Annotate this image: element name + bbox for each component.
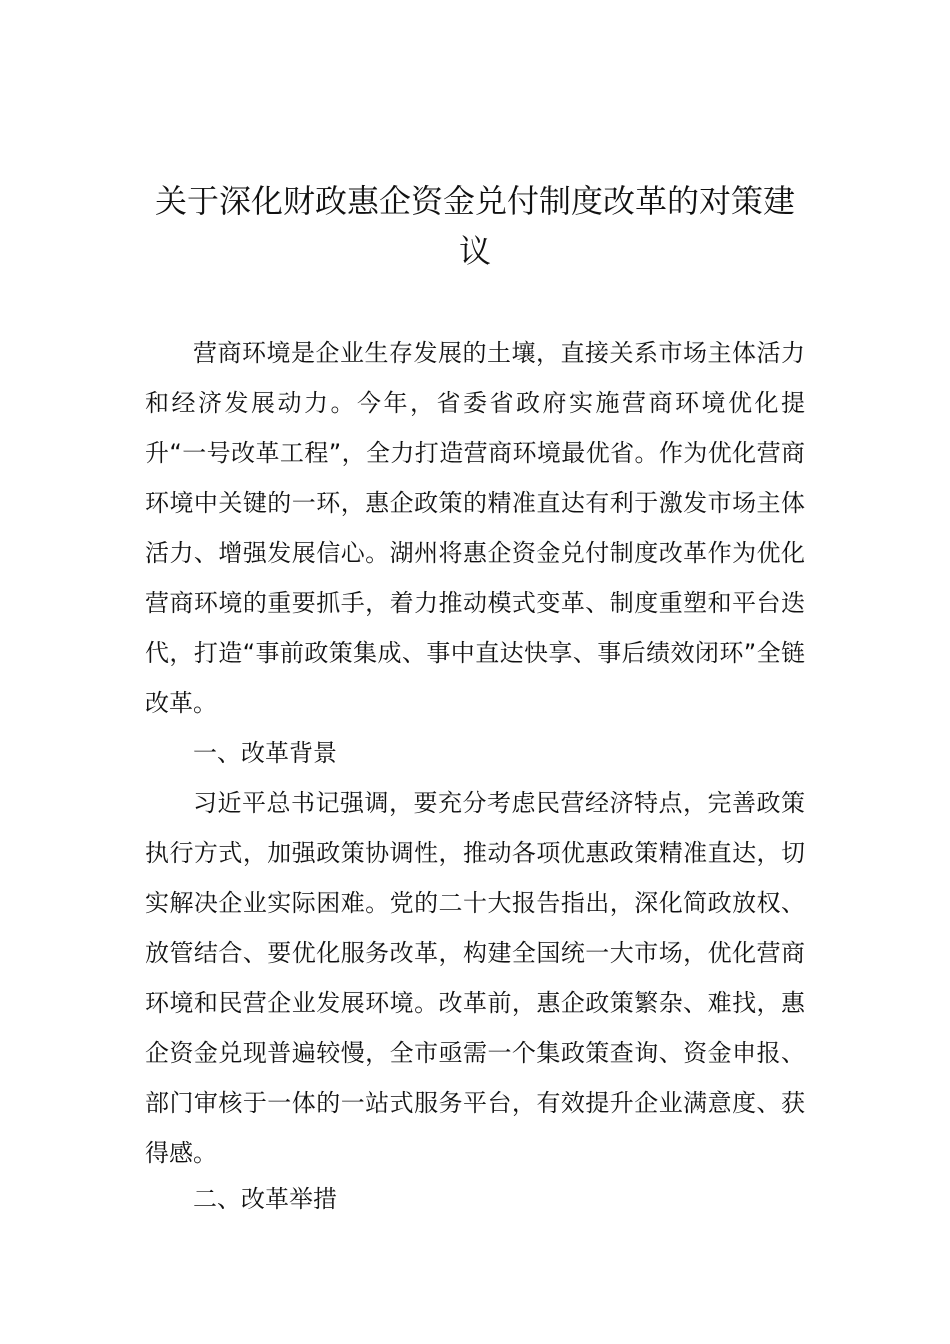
document-title: 关于深化财政惠企资金兑付制度改革的对策建议 [154,182,795,270]
section-heading-measures: 二、改革举措 [193,1185,337,1213]
document-body [145,328,805,1213]
paragraph-intro: 营商环境是企业生存发展的土壤，直接关系市场主体活力和经济发展动力。今年，省委省政府实施营商环境优化提升“一号改革工程”，全力打造营商环境最优省。作为优化营商环境中关键的一环，惠企政策的精准直达有利于激发市场主体活力、增强发展信心。湖州将惠企资金兑付制度改革作为优化营商环境的重要抓手，着力推动模式变革、制度重塑和平台迭代，打造“事前政策集成、事中直达快享、事后绩效闭环”全链改革。 [145,339,805,717]
paragraph-background: 习近平总书记强调，要充分考虑民营经济特点，完善政策执行方式，加强政策协调性，推动各项优惠政策精准直达，切实解决企业实际困难。党的二十大报告指出，深化简政放权、放管结合、要优化服务改革，构建全国统一大市场，优化营商环境和民营企业发展环境。改革前，惠企政策繁杂、难找，惠企资金兑现普遍较慢，全市亟需一个集政策查询、资金申报、部门审核于一体的一站式服务平台，有效提升企业满意度、获得感。 [145,789,805,1167]
section-heading-background: 一、改革背景 [193,739,337,767]
